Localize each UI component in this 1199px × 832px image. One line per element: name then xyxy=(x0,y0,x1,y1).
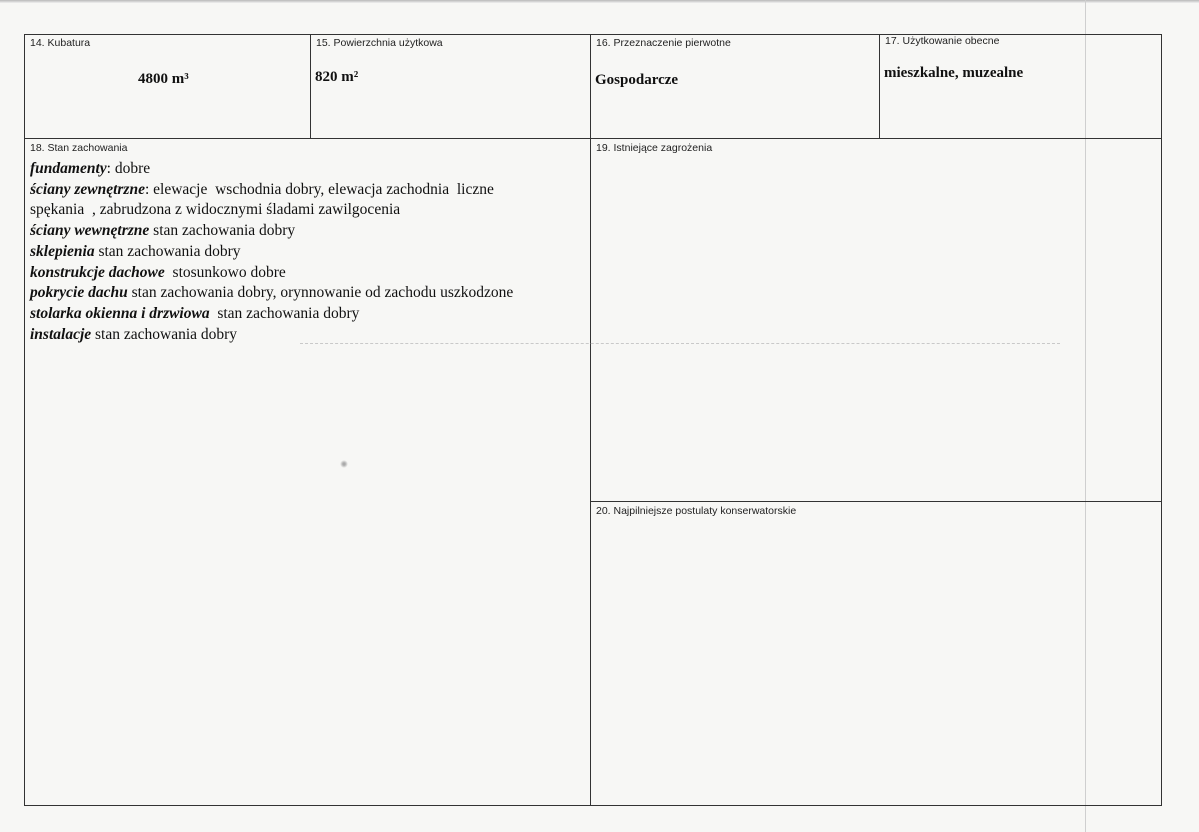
field-19-label: 19. Istniejące zagrożenia xyxy=(596,142,713,154)
condition-description: stan zachowania dobry xyxy=(91,325,238,343)
condition-description: stosunkowo dobre xyxy=(164,263,286,281)
field-15-usable-area xyxy=(310,34,591,139)
field-16-original-purpose xyxy=(590,34,880,139)
condition-element-name: pokrycie dachu xyxy=(30,284,128,302)
condition-line xyxy=(30,180,513,201)
condition-list xyxy=(30,159,513,345)
condition-element-name: stolarka okienna i drzwiowa xyxy=(30,304,210,322)
condition-element-name: ściany zewnętrzne xyxy=(30,180,145,198)
condition-description: spękania , zabrudzona z widocznymi śladami zawilgocenia xyxy=(30,201,401,219)
field-16-label: 16. Przeznaczenie pierwotne xyxy=(596,37,731,49)
condition-element-name: fundamenty xyxy=(30,160,107,177)
condition-line xyxy=(30,200,513,221)
scan-speck xyxy=(340,460,348,468)
condition-description: stan zachowania dobry xyxy=(209,304,360,322)
condition-line xyxy=(30,304,513,325)
condition-element-name: konstrukcje dachowe xyxy=(30,263,165,281)
condition-description: stan zachowania dobry xyxy=(94,242,241,260)
field-16-value: Gospodarcze xyxy=(595,72,679,88)
condition-description: stan zachowania dobry xyxy=(149,222,296,240)
field-15-label: 15. Powierzchnia użytkowa xyxy=(316,37,443,49)
scan-artifact-line xyxy=(300,343,1060,344)
field-14-label: 14. Kubatura xyxy=(30,37,91,49)
field-15-value: 820 m² xyxy=(315,69,359,85)
field-18-condition xyxy=(24,138,591,806)
condition-element-name: ściany wewnętrzne xyxy=(30,222,150,240)
condition-element-name: sklepienia xyxy=(30,242,95,260)
condition-line xyxy=(30,283,513,304)
condition-description: : dobre xyxy=(106,160,151,177)
condition-description: : elewacje wschodnia dobry, elewacja zachodnia liczne xyxy=(144,180,494,198)
field-20-label: 20. Najpilniejsze postulaty konserwatorskie xyxy=(596,505,797,517)
field-20-conservation-postulates xyxy=(590,501,1162,806)
field-17-label: 17. Użytkowanie obecne xyxy=(885,35,1000,47)
field-17-value: mieszkalne, muzealne xyxy=(884,65,1024,81)
field-18-label: 18. Stan zachowania xyxy=(30,142,128,154)
field-17-current-use xyxy=(879,34,1162,139)
scan-top-edge xyxy=(0,0,1199,3)
field-19-existing-threats xyxy=(590,138,1162,502)
condition-line xyxy=(30,263,513,284)
condition-description: stan zachowania dobry, orynnowanie od zachodu uszkodzone xyxy=(127,284,514,302)
condition-line xyxy=(30,242,513,263)
condition-line xyxy=(30,221,513,242)
field-14-value: 4800 m³ xyxy=(138,71,189,87)
field-14-volume xyxy=(24,34,311,139)
condition-line xyxy=(30,159,513,180)
condition-element-name: instalacje xyxy=(30,325,92,343)
